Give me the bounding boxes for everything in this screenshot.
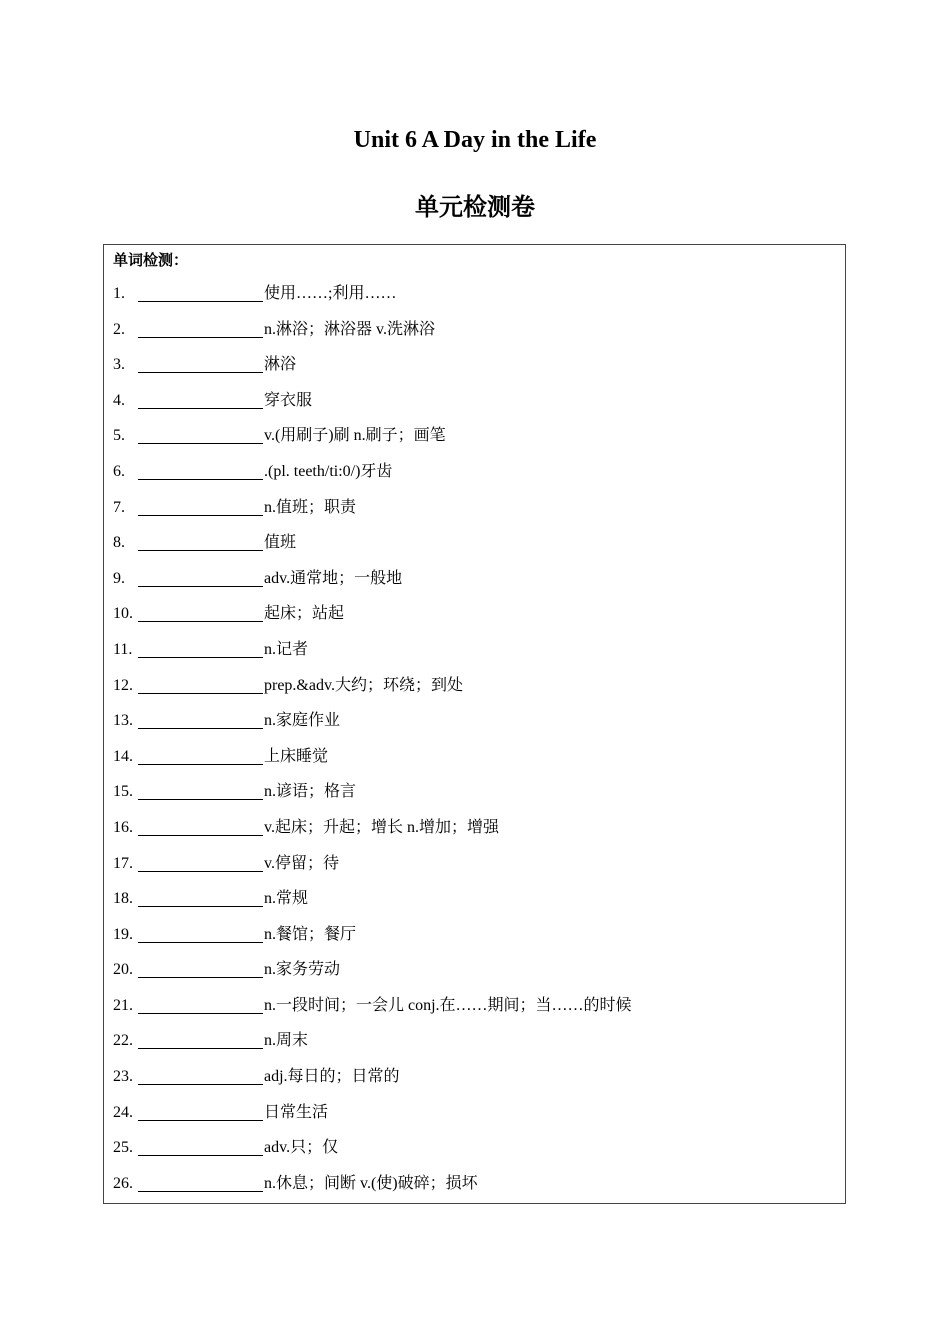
vocabulary-item <box>113 888 632 924</box>
item-number: 14. <box>113 747 133 765</box>
answer-blank[interactable] <box>138 888 263 907</box>
item-number: 16. <box>113 818 133 836</box>
vocabulary-item <box>113 568 632 604</box>
item-definition: 值班 <box>264 534 297 552</box>
item-definition: n.淋浴；淋浴器 v.洗淋浴 <box>264 320 435 338</box>
item-definition: n.常规 <box>264 890 309 908</box>
vocabulary-item <box>113 817 632 853</box>
item-definition: 起床；站起 <box>264 605 345 623</box>
document-title: Unit 6 A Day in the Life <box>353 127 597 153</box>
answer-blank[interactable] <box>138 568 263 587</box>
answer-blank[interactable] <box>138 1173 263 1192</box>
item-number: 15. <box>113 783 133 801</box>
answer-blank[interactable] <box>138 817 263 836</box>
item-definition: n.餐馆；餐厅 <box>264 925 357 943</box>
answer-blank[interactable] <box>138 425 263 444</box>
item-definition: 穿衣服 <box>264 391 313 409</box>
item-definition: n.一段时间；一会儿 conj.在……期间；当……的时候 <box>264 996 632 1014</box>
item-number: 20. <box>113 961 133 979</box>
answer-blank[interactable] <box>138 675 263 694</box>
item-number: 10. <box>113 605 133 623</box>
vocabulary-item <box>113 675 632 711</box>
item-definition: v.停留；待 <box>264 854 339 872</box>
vocabulary-item <box>113 924 632 960</box>
item-number: 4. <box>113 391 125 409</box>
item-definition: v.起床；升起；增长 n.增加；增强 <box>264 818 499 836</box>
item-number: 8. <box>113 534 125 552</box>
item-definition: n.值班；职责 <box>264 498 357 516</box>
item-number: 1. <box>113 285 125 302</box>
vocabulary-test-box <box>103 244 846 1204</box>
item-number: 7. <box>113 498 125 516</box>
answer-blank[interactable] <box>138 959 263 978</box>
answer-blank[interactable] <box>138 853 263 872</box>
item-definition: adv.只；仅 <box>264 1139 339 1157</box>
vocabulary-item <box>113 1137 632 1173</box>
item-number: 26. <box>113 1174 133 1192</box>
vocabulary-item <box>113 319 632 355</box>
item-definition: 上床睡觉 <box>264 747 329 765</box>
vocabulary-item <box>113 995 632 1031</box>
item-number: 18. <box>113 890 133 908</box>
item-number: 11. <box>113 640 133 658</box>
answer-blank[interactable] <box>138 1066 263 1085</box>
answer-blank[interactable] <box>138 354 263 373</box>
vocabulary-list <box>113 283 632 1208</box>
item-definition: 日常生活 <box>264 1103 329 1121</box>
answer-blank[interactable] <box>138 781 263 800</box>
answer-blank[interactable] <box>138 1137 263 1156</box>
vocabulary-item <box>113 390 632 426</box>
item-number: 13. <box>113 712 133 730</box>
vocabulary-item <box>113 746 632 782</box>
vocabulary-item <box>113 781 632 817</box>
vocabulary-item <box>113 1030 632 1066</box>
vocabulary-item <box>113 532 632 568</box>
item-definition: n.家务劳动 <box>264 961 341 979</box>
answer-blank[interactable] <box>138 283 263 302</box>
item-definition: prep.&adv.大约；环绕；到处 <box>264 676 463 694</box>
vocabulary-item <box>113 603 632 639</box>
vocabulary-item <box>113 283 632 319</box>
item-number: 25. <box>113 1139 133 1157</box>
vocabulary-item <box>113 1102 632 1138</box>
item-definition: adj.每日的；日常的 <box>264 1068 400 1086</box>
item-definition: .(pl. teeth/ti:0/)牙齿 <box>264 462 393 480</box>
vocabulary-item <box>113 354 632 390</box>
answer-blank[interactable] <box>138 532 263 551</box>
item-definition: n.记者 <box>264 640 309 658</box>
item-number: 12. <box>113 676 133 694</box>
vocabulary-item <box>113 639 632 675</box>
vocabulary-item <box>113 461 632 497</box>
item-number: 19. <box>113 925 133 943</box>
vocabulary-item <box>113 710 632 746</box>
item-definition: n.家庭作业 <box>264 712 341 730</box>
vocabulary-item <box>113 497 632 533</box>
answer-blank[interactable] <box>138 746 263 765</box>
item-number: 21. <box>113 996 133 1014</box>
item-definition: 淋浴 <box>264 356 297 374</box>
answer-blank[interactable] <box>138 995 263 1014</box>
item-number: 9. <box>113 569 125 587</box>
item-definition: 使用……;利用…… <box>264 285 397 302</box>
item-number: 3. <box>113 356 125 374</box>
answer-blank[interactable] <box>138 319 263 338</box>
item-number: 24. <box>113 1103 133 1121</box>
item-number: 17. <box>113 854 133 872</box>
item-definition: n.周末 <box>264 1032 309 1050</box>
item-definition: n.休息；间断 v.(使)破碎；损坏 <box>264 1174 478 1192</box>
answer-blank[interactable] <box>138 639 263 658</box>
vocabulary-item <box>113 959 632 995</box>
answer-blank[interactable] <box>138 603 263 622</box>
item-definition: v.(用刷子)刷 n.刷子；画笔 <box>264 427 446 445</box>
answer-blank[interactable] <box>138 710 263 729</box>
item-number: 5. <box>113 427 125 445</box>
answer-blank[interactable] <box>138 390 263 409</box>
vocabulary-item <box>113 425 632 461</box>
answer-blank[interactable] <box>138 1102 263 1121</box>
document-subtitle: 单元检测卷 <box>415 193 535 221</box>
answer-blank[interactable] <box>138 924 263 943</box>
item-number: 23. <box>113 1068 133 1086</box>
item-definition: adv.通常地；一般地 <box>264 569 403 587</box>
vocabulary-item <box>113 853 632 889</box>
section-heading: 单词检测： <box>113 251 189 269</box>
item-number: 22. <box>113 1032 133 1050</box>
vocabulary-item <box>113 1066 632 1102</box>
answer-blank[interactable] <box>138 461 263 480</box>
item-definition: n.谚语；格言 <box>264 783 357 801</box>
answer-blank[interactable] <box>138 1030 263 1049</box>
answer-blank[interactable] <box>138 497 263 516</box>
item-number: 2. <box>113 320 125 338</box>
vocabulary-item <box>113 1173 632 1209</box>
item-number: 6. <box>113 462 125 480</box>
